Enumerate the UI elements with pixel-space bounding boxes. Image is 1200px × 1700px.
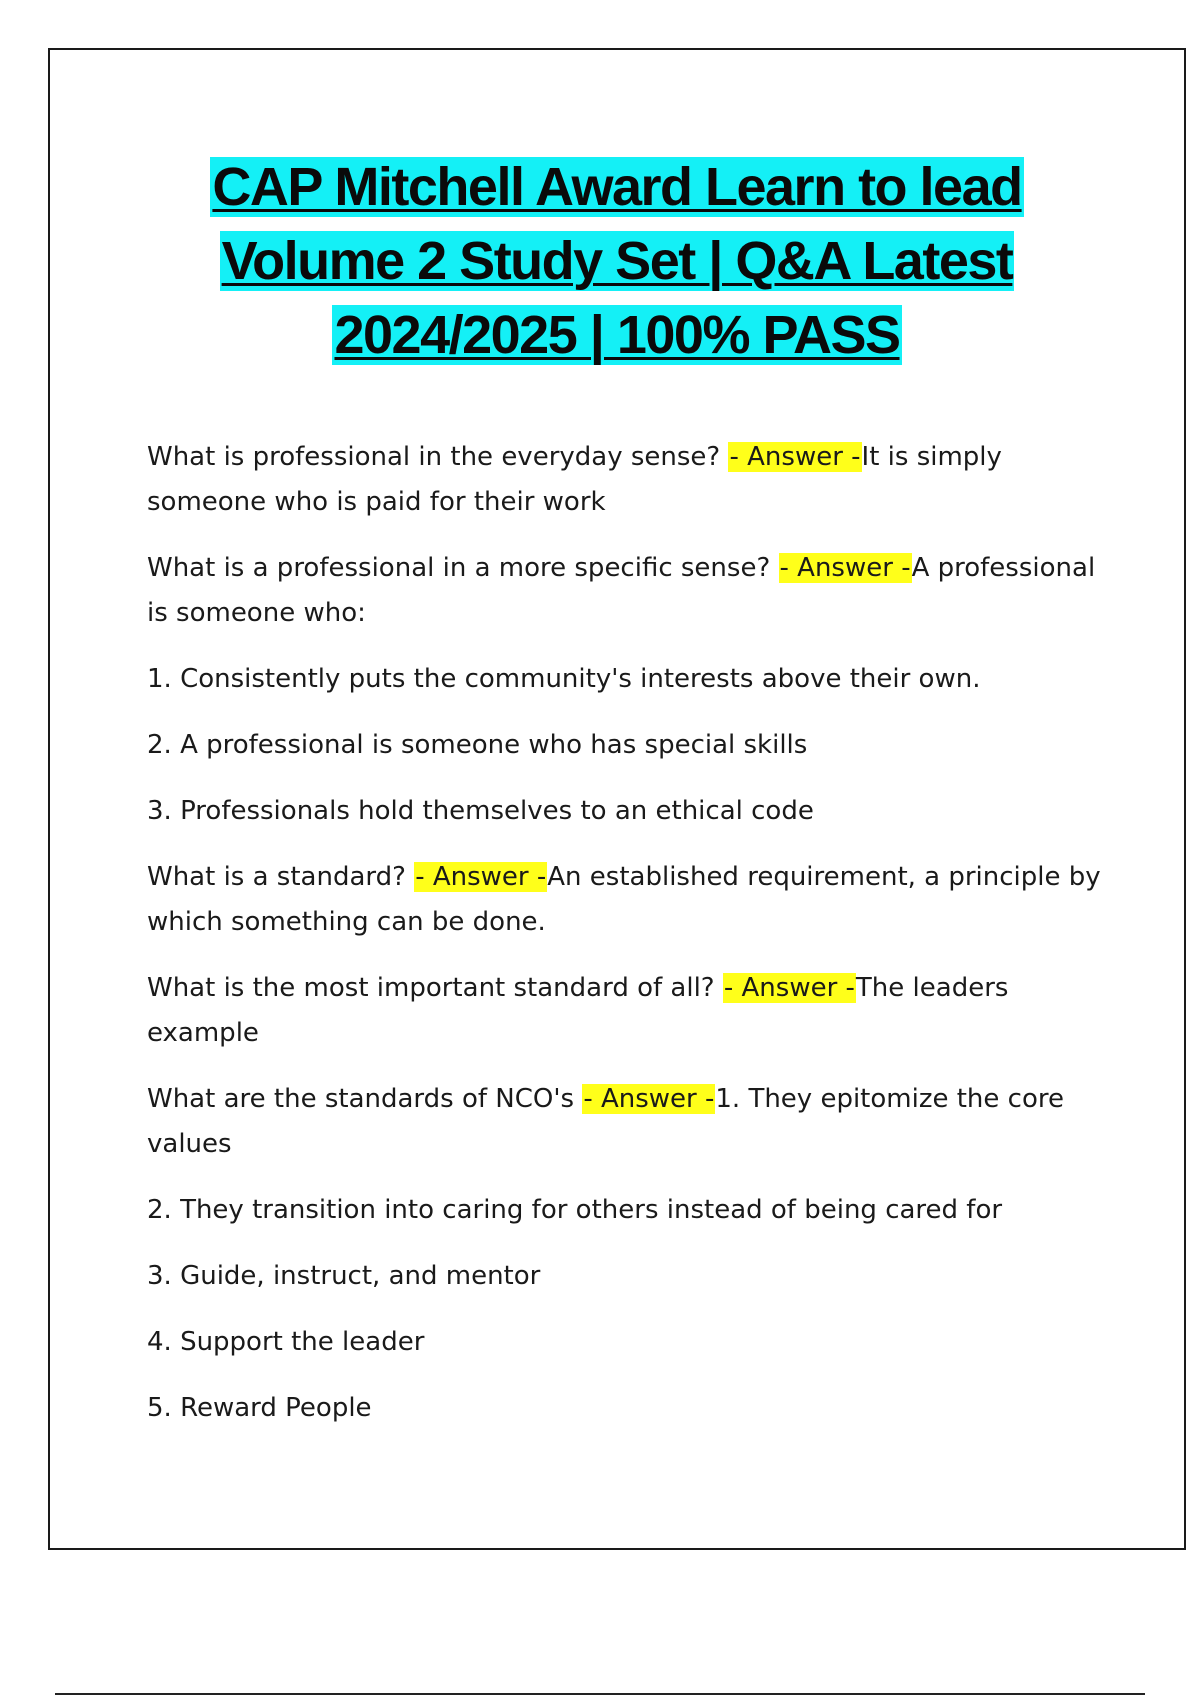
answer-label: - Answer - [415,862,547,892]
title-line-1-text: CAP Mitchell Award Learn to lead [212,157,1022,217]
answer-text: A professional is someone who: [147,553,1096,628]
question-text: What is a standard? [147,862,415,892]
answer-text: An established requirement, a principle by which something can be done. [147,862,1101,937]
document-page [48,48,1186,1550]
question-text: What is professional in the everyday sense? [147,442,729,472]
document-title [50,150,1184,372]
title-line-2-text: Volume 2 Study Set | Q&A Latest [221,231,1013,291]
list-item: 2. They transition into caring for others instead of being cared for [147,1195,1003,1225]
question-text: What is the most important standard of all? [147,973,723,1003]
qa-item-2 [147,546,1107,636]
title-line-2 [50,224,1184,298]
qa-item-5 [147,1077,1107,1167]
list-item: 5. Reward People [147,1393,372,1423]
title-line-1 [50,150,1184,224]
list-item: 4. Support the leader [147,1327,425,1357]
list-item: 3. Professionals hold themselves to an ethical code [147,796,814,826]
question-text: What is a professional in a more specific sense? [147,553,779,583]
title-line-3 [50,298,1184,372]
title-line-3-text: 2024/2025 | 100% PASS [334,305,900,365]
answer-label: - Answer - [729,442,861,472]
qa-item-3 [147,855,1107,945]
page-divider [55,1693,1145,1695]
answer-label: - Answer - [583,1084,715,1114]
qa-content [147,435,1107,1452]
list-item: 2. A professional is someone who has special skills [147,730,808,760]
answer-text: 1. They epitomize the core values [147,1084,1064,1159]
question-text: What are the standards of NCO's [147,1084,583,1114]
list-item: 3. Guide, instruct, and mentor [147,1261,541,1291]
qa-item-4 [147,966,1107,1056]
list-item: 1. Consistently puts the community's interests above their own. [147,664,981,694]
qa-item-1 [147,435,1107,525]
answer-text: It is simply someone who is paid for their work [147,442,1002,517]
answer-label: - Answer - [779,553,911,583]
answer-text: The leaders example [147,973,1009,1048]
answer-label: - Answer - [723,973,855,1003]
